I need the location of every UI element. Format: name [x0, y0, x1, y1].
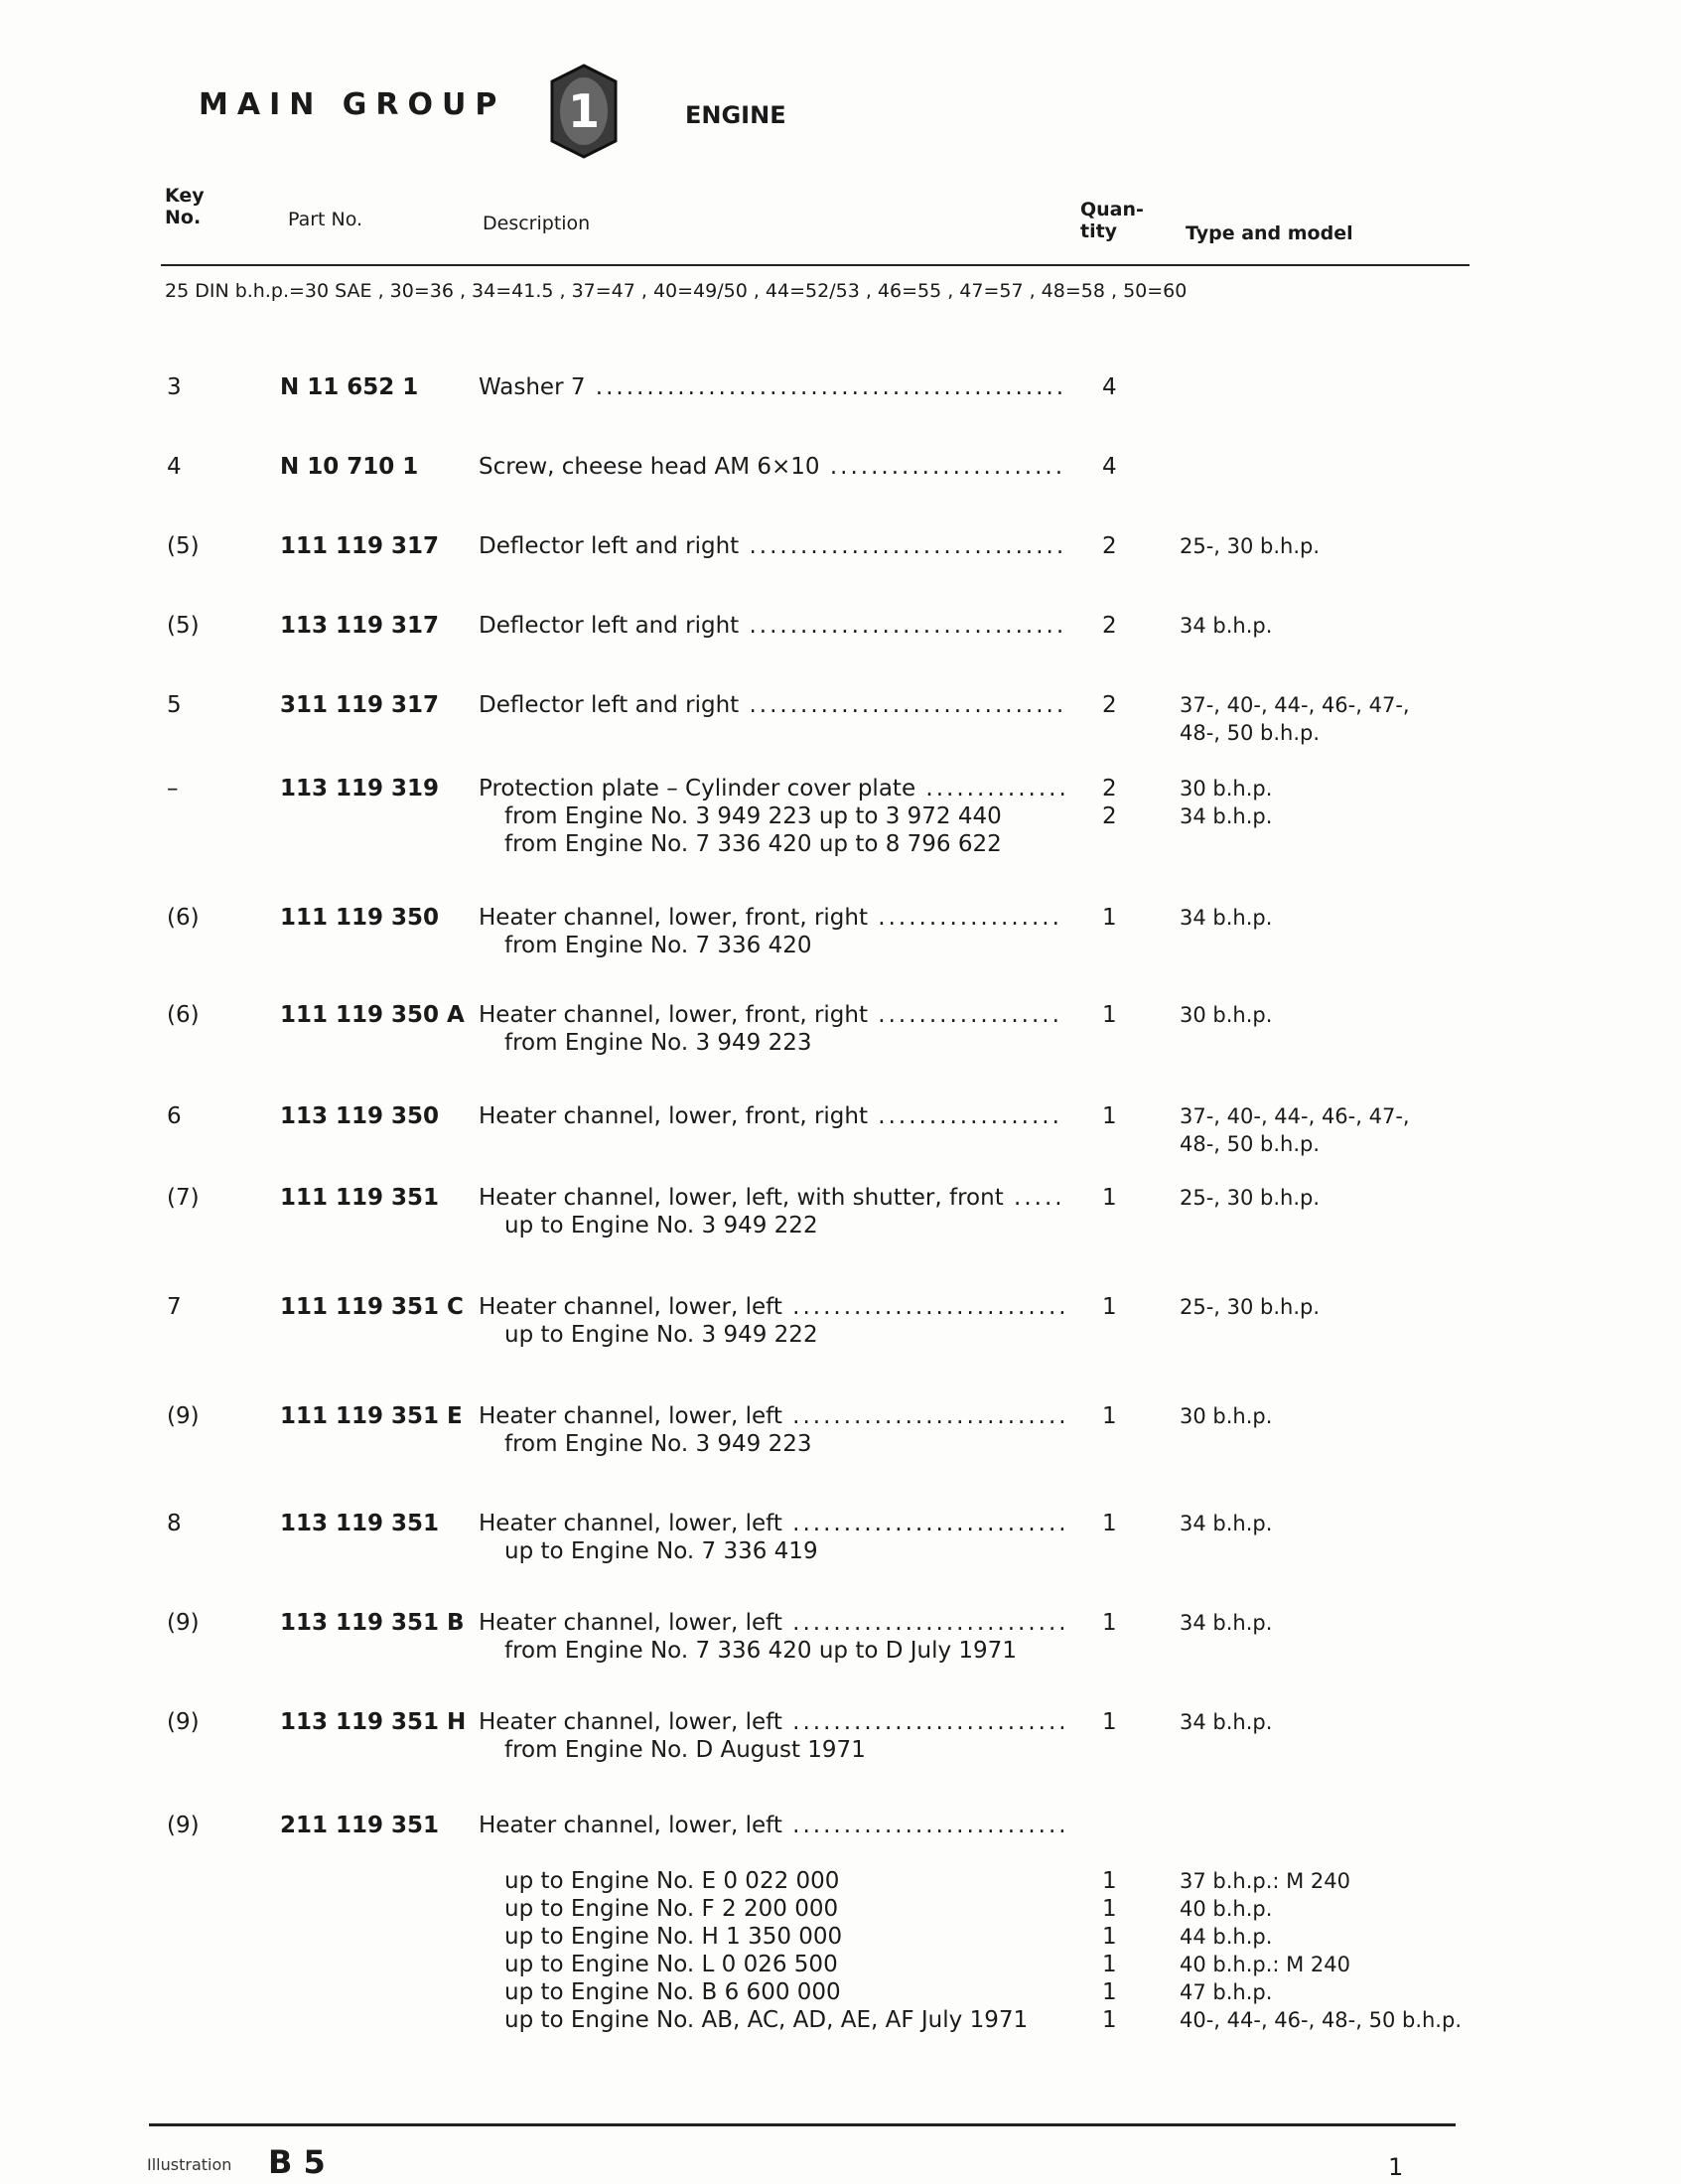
description-subline: up to Engine No. F 2 200 000 — [504, 1896, 839, 1922]
page-number: 1 — [1388, 2153, 1404, 2181]
quantity-value: 1 — [1102, 2007, 1117, 2033]
type-model — [1180, 1102, 1410, 1158]
quantity — [1102, 1867, 1132, 2034]
type-model-value: 48-, 50 b.h.p. — [1180, 1132, 1321, 1156]
type-model — [1180, 1510, 1272, 1537]
key-no: (9) — [167, 1709, 200, 1735]
quantity-value: 1 — [1102, 1185, 1117, 1211]
type-model-value: 25-, 30 b.h.p. — [1180, 1186, 1321, 1210]
part-no: 211 119 351 — [280, 1813, 440, 1838]
quantity — [1102, 775, 1132, 830]
quantity — [1102, 373, 1132, 401]
type-model-value: 25-, 30 b.h.p. — [1180, 534, 1321, 558]
part-no: 111 119 350 — [280, 905, 440, 931]
quantity-value: 2 — [1102, 533, 1117, 559]
description-subline: from Engine No. D August 1971 — [504, 1737, 866, 1763]
description — [479, 1867, 1064, 2034]
description-subline: up to Engine No. L 0 026 500 — [504, 1952, 838, 1977]
description — [479, 904, 1064, 959]
key-no: (9) — [167, 1813, 200, 1838]
quantity-value: 1 — [1102, 1979, 1117, 2005]
type-model — [1180, 532, 1320, 560]
quantity-value: 4 — [1102, 374, 1117, 400]
part-no: 111 119 351 — [280, 1185, 440, 1211]
key-no: (9) — [167, 1403, 200, 1429]
type-model — [1180, 1708, 1272, 1736]
type-model-value: 34 b.h.p. — [1180, 1512, 1273, 1535]
quantity — [1102, 1293, 1132, 1321]
description-subline: from Engine No. 3 949 223 — [504, 1030, 812, 1056]
key-no: (5) — [167, 533, 200, 559]
description — [479, 612, 1064, 640]
column-type-model: Type and model — [1186, 222, 1353, 244]
type-model-value: 40 b.h.p.: M 240 — [1180, 1953, 1351, 1976]
description-text: Deflector left and right ..... — [479, 532, 1064, 560]
din-conversion-note: 25 DIN b.h.p.=30 SAE , 30=36 , 34=41.5 , 37=47 , 40=49/50 , 44=52/53 , 46=55 , 47=57 , 48=58 , 50=60 — [165, 280, 1188, 302]
description-text: Washer 7 ..... — [479, 373, 1064, 401]
description-subline: from Engine No. 7 336 420 up to 8 796 622 — [504, 831, 1002, 857]
part-no: 113 119 351 B — [280, 1610, 465, 1636]
key-no: (9) — [167, 1610, 200, 1636]
description-text: Screw, cheese head AM 6×10 ..... — [479, 453, 1064, 481]
key-no: 6 — [167, 1103, 182, 1129]
quantity-value: 1 — [1102, 1103, 1117, 1129]
column-quantity: Quan- tity — [1080, 199, 1144, 242]
quantity-value: 1 — [1102, 1002, 1117, 1028]
quantity-value: 1 — [1102, 1403, 1117, 1429]
quantity-value: 1 — [1102, 1896, 1117, 1922]
type-model-value: 47 b.h.p. — [1180, 1980, 1273, 2004]
quantity-value: 1 — [1102, 1709, 1117, 1735]
type-model — [1180, 775, 1272, 830]
quantity-value: 1 — [1102, 905, 1117, 931]
part-no: 111 119 317 — [280, 533, 440, 559]
description — [479, 532, 1064, 560]
type-model — [1180, 1001, 1272, 1029]
quantity — [1102, 1001, 1132, 1029]
description — [479, 1102, 1064, 1130]
quantity — [1102, 453, 1132, 481]
quantity-value: 2 — [1102, 692, 1117, 718]
description — [479, 1609, 1064, 1665]
quantity — [1102, 1510, 1132, 1537]
type-model-value: 34 b.h.p. — [1180, 1611, 1273, 1635]
column-part-no: Part No. — [288, 209, 363, 230]
key-no: (6) — [167, 1002, 200, 1028]
description — [479, 1708, 1064, 1764]
key-no: (6) — [167, 905, 200, 931]
type-model-value: 34 b.h.p. — [1180, 906, 1273, 930]
description — [479, 373, 1064, 401]
part-no: 113 119 351 H — [280, 1709, 467, 1735]
quantity-value: 2 — [1102, 776, 1117, 801]
key-no: 8 — [167, 1511, 182, 1536]
description — [479, 1812, 1064, 1839]
description-subline: from Engine No. 7 336 420 up to D July 1971 — [504, 1638, 1017, 1664]
quantity-value: 2 — [1102, 803, 1117, 829]
description-subline: up to Engine No. B 6 600 000 — [504, 1979, 841, 2005]
type-model-value: 30 b.h.p. — [1180, 1003, 1273, 1027]
quantity-value: 4 — [1102, 454, 1117, 480]
type-model-value: 40-, 44-, 46-, 48-, 50 b.h.p. — [1180, 2008, 1462, 2032]
part-no: N 10 710 1 — [280, 454, 419, 480]
illustration-label: Illustration — [147, 2155, 232, 2174]
part-no: 113 119 350 — [280, 1103, 440, 1129]
group-number: 1 — [567, 84, 601, 138]
type-model-value: 25-, 30 b.h.p. — [1180, 1295, 1321, 1319]
type-model — [1180, 1184, 1320, 1212]
description — [479, 1293, 1064, 1349]
description-text: Deflector left and right ..... — [479, 612, 1064, 640]
quantity — [1102, 691, 1132, 719]
quantity — [1102, 532, 1132, 560]
description — [479, 453, 1064, 481]
description-subline: up to Engine No. AB, AC, AD, AE, AF July 1971 — [504, 2007, 1029, 2033]
quantity — [1102, 612, 1132, 640]
type-model — [1180, 904, 1272, 932]
quantity-value: 1 — [1102, 1511, 1117, 1536]
key-no: – — [167, 776, 179, 801]
quantity-value: 1 — [1102, 1952, 1117, 1977]
description — [479, 775, 1064, 858]
type-model — [1180, 1402, 1272, 1430]
part-no: 113 119 351 — [280, 1511, 440, 1536]
key-no: 3 — [167, 374, 182, 400]
description-subline: from Engine No. 3 949 223 up to 3 972 440 — [504, 803, 1002, 829]
description-subline: up to Engine No. 7 336 419 — [504, 1538, 818, 1564]
quantity — [1102, 1102, 1132, 1130]
type-model-value: 30 b.h.p. — [1180, 1404, 1273, 1428]
column-description: Description — [483, 213, 591, 234]
description-text: Heater channel, lower, left, with shutter, front ..... — [479, 1184, 1064, 1212]
key-no: 4 — [167, 454, 182, 480]
column-key-no: Key No. — [165, 185, 205, 228]
type-model-value: 44 b.h.p. — [1180, 1925, 1273, 1949]
description-subline: up to Engine No. E 0 022 000 — [504, 1868, 840, 1894]
type-model-value: 37-, 40-, 44-, 46-, 47-, — [1180, 693, 1410, 717]
type-model — [1180, 1293, 1320, 1321]
description — [479, 1184, 1064, 1239]
quantity — [1102, 904, 1132, 932]
description — [479, 1001, 1064, 1057]
part-no: 113 119 319 — [280, 776, 440, 801]
description-text: Heater channel, lower, front, right ..... — [479, 904, 1064, 932]
main-group-label: MAIN GROUP — [199, 87, 506, 122]
part-no: N 11 652 1 — [280, 374, 419, 400]
quantity — [1102, 1184, 1132, 1212]
type-model-value: 34 b.h.p. — [1180, 804, 1273, 828]
type-model-value: 48-, 50 b.h.p. — [1180, 721, 1321, 745]
description-subline: up to Engine No. 3 949 222 — [504, 1322, 818, 1348]
type-model — [1180, 1867, 1462, 2034]
description-text: Heater channel, lower, left ..... — [479, 1708, 1064, 1736]
quantity — [1102, 1708, 1132, 1736]
type-model — [1180, 691, 1410, 747]
description-subline: from Engine No. 7 336 420 — [504, 933, 812, 958]
description-subline: up to Engine No. H 1 350 000 — [504, 1924, 843, 1950]
quantity-value: 1 — [1102, 1868, 1117, 1894]
quantity-value: 1 — [1102, 1924, 1117, 1950]
type-model-value: 34 b.h.p. — [1180, 1710, 1273, 1734]
description — [479, 1510, 1064, 1565]
description-text: Heater channel, lower, front, right ..... — [479, 1102, 1064, 1130]
description — [479, 691, 1064, 719]
type-model-value: 37-, 40-, 44-, 46-, 47-, — [1180, 1104, 1410, 1128]
quantity-value: 1 — [1102, 1294, 1117, 1320]
description-subline: up to Engine No. 3 949 222 — [504, 1213, 818, 1238]
description-subline: from Engine No. 3 949 223 — [504, 1431, 812, 1457]
description-text: Protection plate – Cylinder cover plate ..... — [479, 775, 1064, 802]
description — [479, 1402, 1064, 1458]
part-no: 111 119 351 E — [280, 1403, 463, 1429]
quantity — [1102, 1609, 1132, 1637]
type-model-value: 37 b.h.p.: M 240 — [1180, 1869, 1351, 1893]
type-model-value: 30 b.h.p. — [1180, 777, 1273, 801]
quantity-value: 1 — [1102, 1610, 1117, 1636]
description-text: Heater channel, lower, left ..... — [479, 1510, 1064, 1537]
part-no: 111 119 350 A — [280, 1002, 465, 1028]
key-no: 7 — [167, 1294, 182, 1320]
part-no: 113 119 317 — [280, 613, 440, 639]
section-title: ENGINE — [685, 101, 786, 129]
type-model-value: 34 b.h.p. — [1180, 614, 1273, 638]
description-text: Heater channel, lower, left ..... — [479, 1293, 1064, 1321]
key-no: (7) — [167, 1185, 200, 1211]
description-text: Heater channel, lower, left ..... — [479, 1812, 1064, 1839]
description-text: Heater channel, lower, left ..... — [479, 1402, 1064, 1430]
description-text: Heater channel, lower, left ..... — [479, 1609, 1064, 1637]
type-model — [1180, 1609, 1272, 1637]
quantity — [1102, 1402, 1132, 1430]
illustration-reference: B 5 — [268, 2143, 326, 2181]
quantity-value: 2 — [1102, 613, 1117, 639]
description-text: Heater channel, lower, front, right ..... — [479, 1001, 1064, 1029]
key-no: (5) — [167, 613, 200, 639]
part-no: 311 119 317 — [280, 692, 440, 718]
description-text: Deflector left and right ..... — [479, 691, 1064, 719]
key-no: 5 — [167, 692, 182, 718]
footer-rule — [149, 2123, 1456, 2126]
type-model — [1180, 612, 1272, 640]
type-model-value: 40 b.h.p. — [1180, 1897, 1273, 1921]
part-no: 111 119 351 C — [280, 1294, 464, 1320]
